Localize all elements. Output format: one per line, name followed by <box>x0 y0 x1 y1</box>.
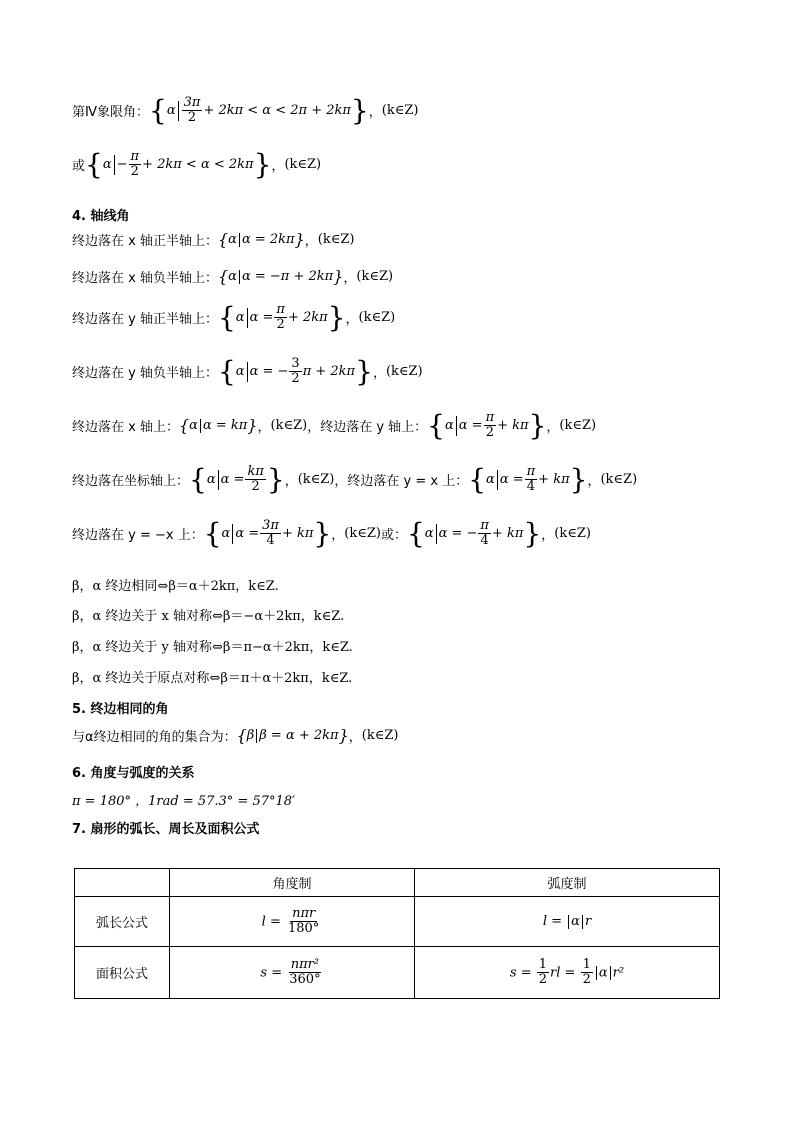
math-expr: + 2kπ < α < 2π + 2kπ <box>203 103 351 119</box>
table-row <box>75 897 720 947</box>
ypos-label: 终边落在 y 轴正半轴上： <box>72 312 218 328</box>
section-4-title: 4. 轴线角 <box>72 209 130 224</box>
xpos-line: 终边落在 x 轴正半轴上： { α α = 2kπ } ， (k∈Z) <box>72 230 355 249</box>
or-label: 或： <box>380 528 407 544</box>
cond: (k∈Z) <box>385 364 423 380</box>
table-header-radian: 弧度制 <box>415 869 720 897</box>
brace-open: { <box>149 93 167 127</box>
math-expr: + 2kπ < α < 2kπ <box>142 157 254 173</box>
cond: (k∈Z) <box>381 103 419 119</box>
xaxis-label: 终边落在 x 轴上： <box>72 420 179 436</box>
quadrant4-or-line: 或 { α − $\frac{\pi}{2}$ + 2kπ < α < 2kπ } ， (k∈Z) <box>72 147 322 181</box>
xneg-label: 终边落在 x 轴负半轴上： <box>72 271 218 286</box>
rule-4: β，α 终边关于原点对称⇔β＝π＋α＋2kπ，k∈Z. <box>72 671 353 686</box>
table-row <box>75 947 720 999</box>
cond: (k∈Z) <box>317 232 355 247</box>
arc-degree-formula: l = $\frac{\text{nπr}}{180^\circ}$ <box>170 897 415 947</box>
coord-line: 终边落在坐标轴上： { α α = $\frac{k\pi}{2}$ } ， (k∈Z) ，终边落在 y = x 上： { α α = $\frac{\pi}{4}$ + kπ } ， (k∈Z) <box>72 462 638 496</box>
table-header-empty <box>75 869 170 897</box>
set-bar <box>114 155 115 175</box>
yneg-line: 终边落在 y 轴负半轴上： { α α = − $\frac{3}{2}$ π + 2kπ } ， (k∈Z) <box>72 354 423 388</box>
section-7-title: 7. 扇形的弧长、周长及面积公式 <box>72 822 260 837</box>
cond: (k∈Z) <box>358 310 396 326</box>
row-label-arc: 弧长公式 <box>75 897 170 947</box>
yaxis-label: ，终边落在 y 轴上： <box>307 420 428 436</box>
cond: (k∈Z) <box>356 269 394 284</box>
rule-2: β，α 终边关于 x 轴对称⇔β＝−α＋2kπ，k∈Z. <box>72 609 345 624</box>
coterminal-label: 与α终边相同的角的集合为： <box>72 730 237 745</box>
xaxis-yaxis-line: 终边落在 x 轴上： { α α = kπ } ， (k∈Z) ，终边落在 y 轴上： { α α = $\frac{\pi}{2}$ + kπ } ， (k∈Z) <box>72 408 597 442</box>
cond: (k∈Z) <box>284 157 322 173</box>
set-bar <box>178 101 179 121</box>
ypos-line: 终边落在 y 轴正半轴上： { α α = $\frac{\pi}{2}$ + 2kπ } ， (k∈Z) <box>72 300 396 334</box>
section-5-title: 5. 终边相同的角 <box>72 702 169 717</box>
cond: (k∈Z) <box>270 418 308 434</box>
rule-3: β，α 终边关于 y 轴对称⇔β＝π−α＋2kπ，k∈Z. <box>72 640 353 655</box>
arc-radian-formula: l = α r <box>415 897 720 947</box>
row-label-area: 面积公式 <box>75 947 170 999</box>
brace-close: } <box>253 147 272 181</box>
xpos-label: 终边落在 x 轴正半轴上： <box>72 234 218 249</box>
math-alpha: α <box>102 157 112 173</box>
section-6-title: 6. 角度与弧度的关系 <box>72 766 195 781</box>
or-label: 或 <box>72 159 86 175</box>
quadrant4-label: 第Ⅳ象限角： <box>72 105 149 121</box>
area-radian-formula: s = $\frac{1}{2}$ rl = $\frac{1}{2}$ α r² <box>415 947 720 999</box>
cond: (k∈Z) <box>559 418 597 434</box>
degree-radian-formula: π = 180° ，1rad = 57.3° = 57°18′ <box>72 794 295 809</box>
cond: (k∈Z) <box>344 526 381 542</box>
frac-pi-2: $\frac{\pi}{2}$ <box>130 149 140 180</box>
quadrant4-line: 第Ⅳ象限角： { α $\frac{3\pi}{2}$ + 2kπ < α < 2π + 2kπ } ， (k∈Z) <box>72 93 419 127</box>
area-degree-formula: s = $\frac{\text{nπr²}}{360^\circ}$ <box>170 947 415 999</box>
sector-formula-table <box>74 868 720 999</box>
cond: (k∈Z) <box>554 526 591 542</box>
coord-label: 终边落在坐标轴上： <box>72 474 190 490</box>
math-alpha: α <box>166 103 176 119</box>
ynx-line: 终边落在 y = −x 上： { α α = $\frac{3\pi}{4}$ + kπ } ， (k∈Z) 或： { α α = − $\frac{\pi}{4}$ + kπ } ， (k∈Z) <box>72 516 591 550</box>
cond: (k∈Z) <box>600 472 638 488</box>
yneg-label: 终边落在 y 轴负半轴上： <box>72 366 218 382</box>
cond: (k∈Z) <box>361 728 399 743</box>
frac-3pi-2: $\frac{3\pi}{2}$ <box>183 95 201 126</box>
xneg-line: 终边落在 x 轴负半轴上： { α α = −π + 2kπ } ， (k∈Z) <box>72 267 394 286</box>
brace-close: } <box>350 93 369 127</box>
ynx-label: 终边落在 y = −x 上： <box>72 528 204 544</box>
coterminal-line: 与α终边相同的角的集合为： { β β = α + 2kπ } ， (k∈Z) <box>72 726 399 745</box>
brace-open: { <box>85 147 103 181</box>
table-header-degree: 角度制 <box>170 869 415 897</box>
yx-label: ，终边落在 y = x 上： <box>334 474 469 490</box>
cond: (k∈Z) <box>297 472 335 488</box>
rule-1: β，α 终边相同⇔β＝α＋2kπ，k∈Z. <box>72 579 279 594</box>
